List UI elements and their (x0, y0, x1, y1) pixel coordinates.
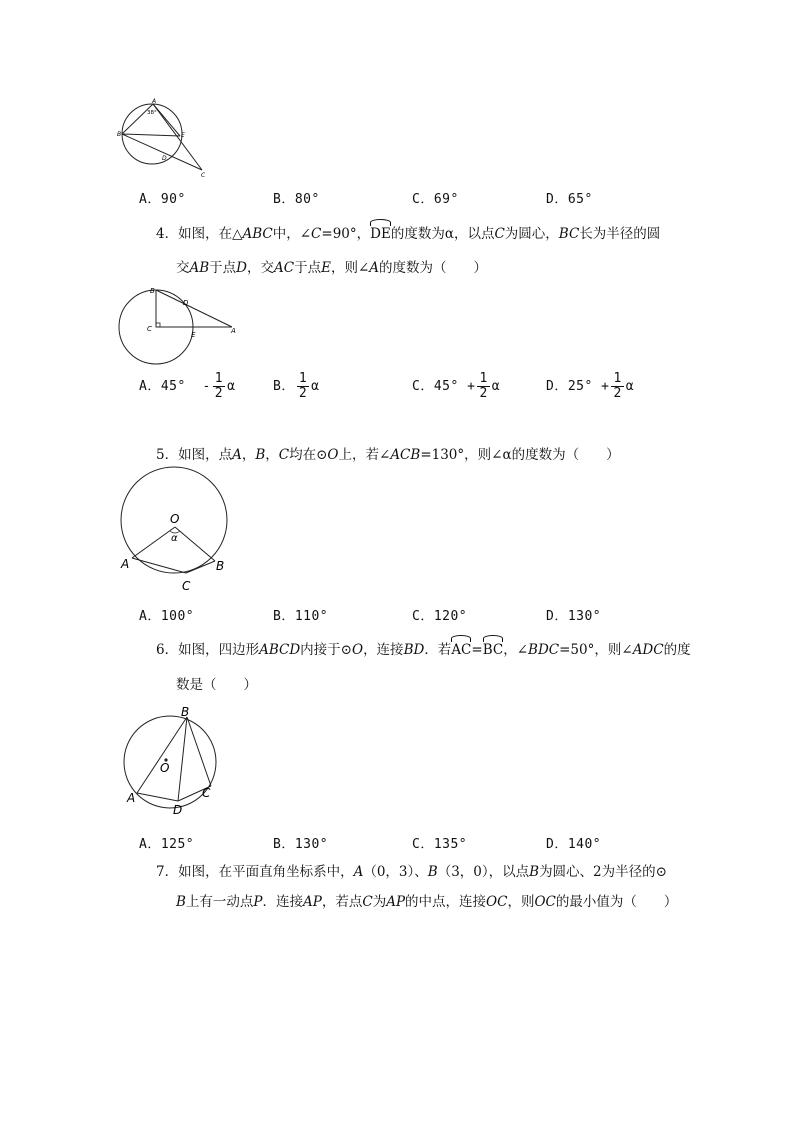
q5-option-a[interactable]: A．100° (139, 609, 195, 624)
q6-label-b: B (181, 705, 190, 719)
q6-option-c[interactable]: C．135° (412, 837, 468, 852)
q5-option-d[interactable]: D．130° (546, 609, 602, 624)
q4-option-c[interactable]: C．45° + $\frac{1}{2}$ α (412, 371, 501, 401)
q3-segment-ac (153, 104, 202, 170)
q5-label-a: A (121, 557, 130, 571)
q3-figure (112, 96, 212, 181)
q7-stem-line1: 7．如图，在平面直角坐标系中，A（0，3）、B（3，0），以点B为圆心、2为半径的⊙ (156, 864, 667, 880)
q5-segment-ob (175, 527, 215, 561)
q4-label-e: E (191, 331, 196, 339)
q3-segment-bc (122, 134, 202, 170)
q6-option-d[interactable]: D．140° (546, 837, 602, 852)
q5-figure (112, 464, 242, 596)
q4-fraction-c: $\frac{1}{2}$ (479, 371, 488, 401)
q5-option-c[interactable]: C．120° (412, 609, 468, 624)
q6-segment-bc (187, 717, 211, 786)
q3-label-e: E (181, 132, 185, 139)
q6-stem-line1: 6．如图，四边形ABCD内接于⊙O，连接BD．若AC=BC，∠BDC=50°，则∠ADC的度 (156, 642, 691, 658)
q4-label-c: C (147, 325, 152, 333)
q6-arc-bc: BC (482, 642, 504, 658)
q3-option-a[interactable]: A．90° (139, 192, 186, 207)
q3-option-b[interactable]: B．80° (273, 192, 320, 207)
q4-arc-de: DE (370, 226, 391, 242)
q4-option-a[interactable]: A．45° - $\frac{1}{2}$ α (139, 371, 236, 401)
q4-option-d[interactable]: D．25° + $\frac{1}{2}$ α (546, 371, 635, 401)
q5-segment-cb (186, 561, 215, 573)
q6-number: 6． (156, 642, 179, 658)
q6-label-d: D (173, 803, 183, 817)
q6-arc-ac: AC (451, 642, 472, 658)
q4-segment-ba (156, 290, 232, 327)
q6-option-b[interactable]: B．130° (273, 837, 329, 852)
q3-label-angle: 38° (147, 110, 157, 116)
q4-option-b[interactable]: B． $\frac{1}{2}$ α (273, 371, 320, 401)
q3-label-d: D (162, 155, 167, 162)
q3-option-c[interactable]: C．69° (412, 192, 459, 207)
q5-label-o: O (170, 512, 180, 526)
q6-segment-bd (178, 717, 187, 801)
q4-fraction-a: $\frac{1}{2}$ (214, 371, 224, 401)
q4-stem-line2: 交AB于点D，交AC于点E，则∠A的度数为（ ） (176, 260, 488, 276)
q5-number: 5． (156, 447, 179, 463)
q6-label-o: O (160, 761, 170, 775)
q6-stem-line2: 数是（ ） (176, 677, 257, 693)
q3-option-d[interactable]: D．65° (546, 192, 593, 207)
q3-segment-be (122, 134, 180, 136)
q3-label-b: B (117, 131, 122, 138)
q4-label-d: D (183, 299, 189, 307)
q4-fraction-b: $\frac{1}{2}$ (298, 371, 308, 401)
q7-number: 7． (156, 864, 179, 880)
q5-segment-oa (132, 527, 175, 558)
q4-fraction-d: $\frac{1}{2}$ (613, 371, 622, 401)
q6-label-a: A (127, 791, 136, 805)
q5-stem: 5．如图，点A，B，C均在⊙O上，若∠ACB=130°，则∠α的度数为（ ） (156, 447, 620, 463)
q6-label-c: C (202, 786, 211, 800)
q5-label-c: C (182, 579, 191, 593)
q4-number: 4． (156, 226, 179, 242)
q3-segment-ab (122, 104, 153, 134)
q5-label-alpha: α (171, 533, 178, 544)
q4-label-b: B (150, 287, 155, 295)
q7-stem-line2: B上有一动点P．连接AP，若点C为AP的中点，连接OC，则OC的最小值为（ ） (176, 894, 678, 910)
q5-label-b: B (216, 559, 225, 573)
q4-label-a: A (231, 327, 236, 335)
q6-option-a[interactable]: A．125° (139, 837, 195, 852)
q4-figure (112, 284, 242, 366)
q6-figure (115, 703, 225, 818)
q4-stem-line1: 4．如图，在△ABC中，∠C=90°，DE的度数为α，以点C为圆心，BC长为半径的圆 (156, 226, 661, 242)
q4-right-angle-mark (156, 323, 160, 327)
q3-label-c: C (201, 172, 206, 179)
q6-segment-ab (137, 717, 187, 793)
q5-option-b[interactable]: B．110° (273, 609, 329, 624)
q3-label-a: A (152, 98, 157, 105)
